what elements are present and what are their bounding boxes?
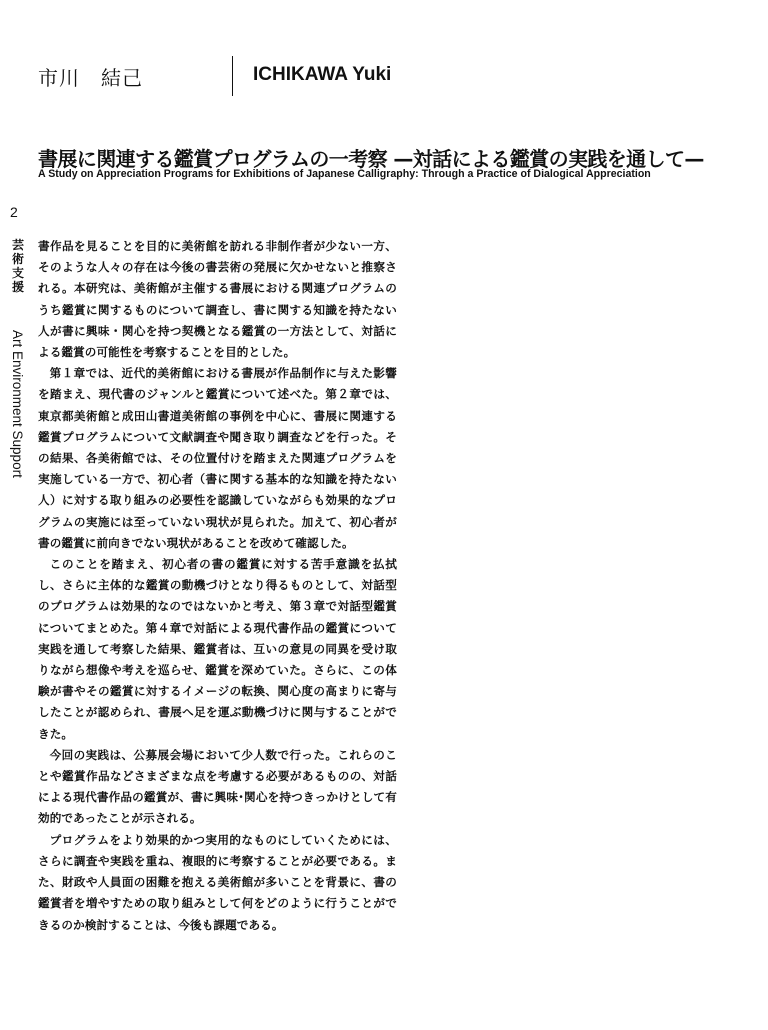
author-name-english: ICHIKAWA Yuki (253, 64, 392, 85)
author-name-japanese: 市川 結己 (38, 66, 143, 90)
abstract-paragraph: 今回の実践は、公募展会場において少人数で行った。これらのことや鑑賞作品などさまざまな点を考慮する必要があるものの、対話による現代書作品の鑑賞が、書に興味･関心を持つきっかけとして有効的であったことが示される。 (38, 747, 397, 826)
abstract-paragraph: このことを踏まえ、初心者の書の鑑賞に対する苦手意識を払拭し、さらに主体的な鑑賞の動機づけとなり得るものとして、対話型のプログラムは効果的なのではないかと考え、第３章で対話型鑑賞についてまとめた。第４章で対話による現代書作品の鑑賞について実践を通して考察した結果、鑑賞者は、互いの意見の同異を受け取りながら想像や考えを巡らせ、鑑賞を深めていた。さらに、この体験が書やその鑑賞に対するイメージの転換、関心度の高まりに寄与したことが認められ、書展へ足を運ぶ動機づけに関与することができた。 (38, 557, 397, 741)
page-number: 2 (10, 204, 18, 220)
abstract-body (38, 236, 397, 936)
section-label-japanese: 芸術支援 (11, 238, 24, 294)
abstract-paragraph: 書作品を見ることを目的に美術館を訪れる非制作者が少ない一方、そのような人々の存在は今後の書芸術の発展に欠かせないと推察される。本研究は、美術館が主催する書展における関連プログラムのうち鑑賞に関するものについて調査し、書に関する知識を持たない人が書に興味・関心を持つ契機となる鑑賞の一方法として、対話による鑑賞の可能性を考察することを目的とした。 (38, 239, 397, 360)
header-divider (232, 56, 233, 96)
paper-title-japanese: 書展に関連する鑑賞プログラムの一考察 —対話による鑑賞の実践を通して— (38, 147, 704, 171)
abstract-paragraph: プログラムをより効果的かつ実用的なものにしていくためには、さらに調査や実践を重ね、複眼的に考察することが必要である。また、財政や人員面の困難を抱える美術館が多いことを背景に、書の鑑賞者を増やすための取り組みとして何をどのように行うことができるのか検討することは、今後も課題である。 (38, 832, 397, 932)
paper-title-english: A Study on Appreciation Programs for Exhibitions of Japanese Calligraphy: Through a Practice of Dialogical Appreciation (38, 168, 651, 180)
section-label-english: Art Environment Support (10, 330, 25, 478)
abstract-paragraph: 第１章では、近代的美術館における書展が作品制作に与えた影響を踏まえ、現代書のジャンルと鑑賞について述べた。第２章では、東京都美術館と成田山書道美術館の事例を中心に、書展に関連する鑑賞プログラムについて文献調査や聞き取り調査などを行った。その結果、各美術館では、その位置付けを踏まえた関連プログラムを実施している一方で、初心者（書に関する基本的な知識を持たない人）に対する取り組みの必要性を認識していながらも効果的なプログラムの実施には至っていない現状が見られた。加えて、初心者が書の鑑賞に前向きでない現状があることを改めて確認した。 (38, 366, 397, 550)
